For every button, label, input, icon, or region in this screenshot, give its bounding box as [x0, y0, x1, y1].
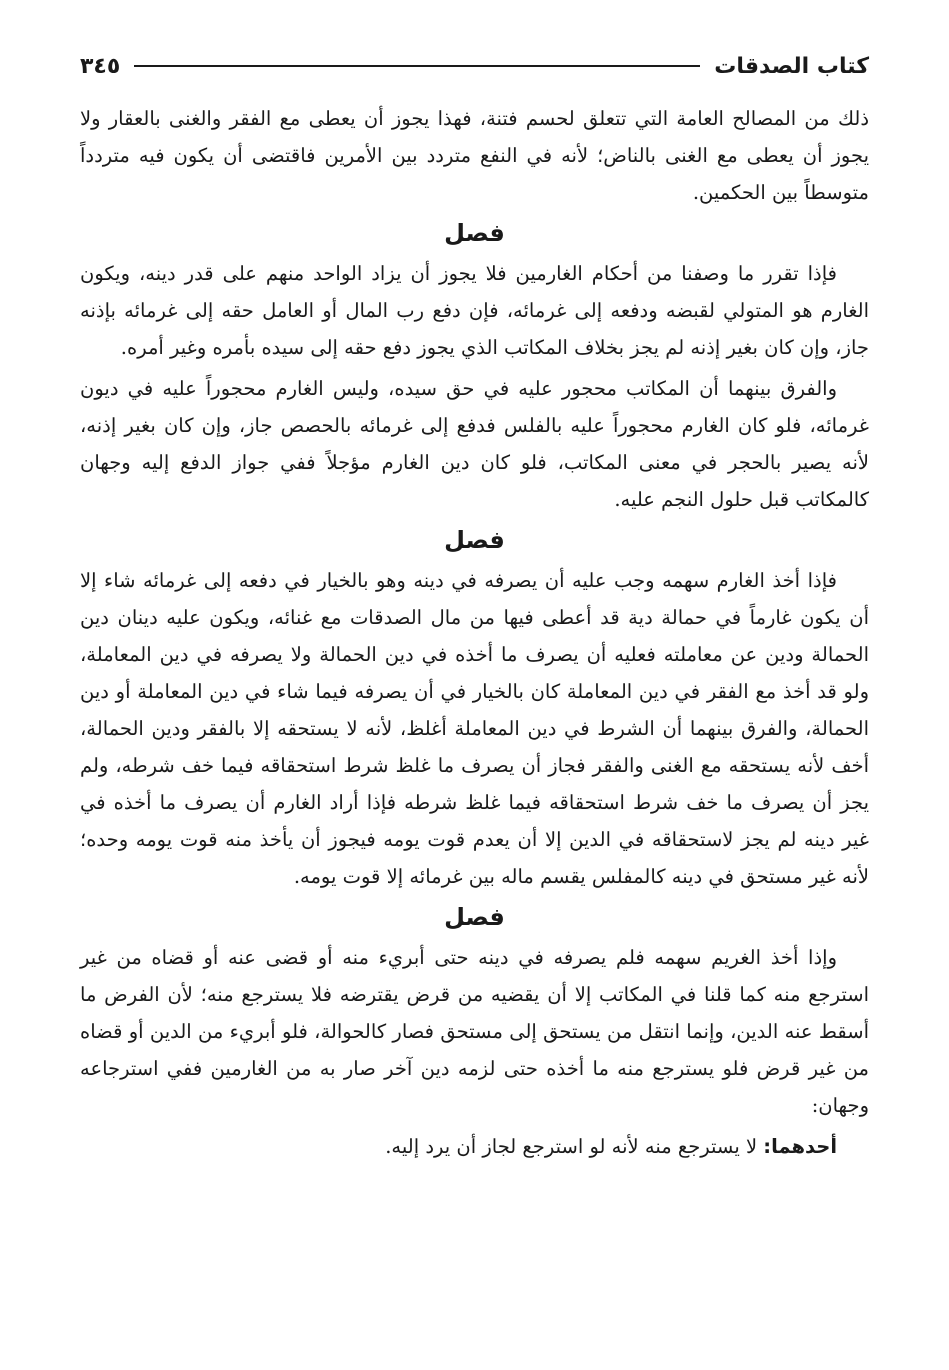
section-1-paragraph-1: فإذا تقرر ما وصفنا من أحكام الغارمين فلا يجوز أن يزاد الواحد منهم على قدر دينه، ويكون الغارم هو المتولي لقبضه ودفعه إلى غرمائه، فإن دفع رب المال أو العامل حقه إلى غرمائه بإذنه جاز، وإن كان بغير إذنه لم يجز بخلاف المكاتب الذي يجوز دفع حقه إلى سيده بأمره وغير أمره. [80, 262, 869, 359]
running-header [80, 44, 869, 88]
header-rule [134, 65, 700, 67]
section-1-paragraph-2: والفرق بينهما أن المكاتب محجور عليه في حق سيده، وليس الغارم محجوراً عليه في ديون غرمائه، فلو كان الغارم محجوراً عليه بالفلس فدفع إلى غرمائه بالحصص جاز، وإن كان بغير إذنه، لأنه يصير بالحجر في معنى المكاتب، فلو كان دين الغارم مؤجلاً ففي جواز الدفع إليه وجهان كالمكاتب قبل حلول النجم عليه. [80, 377, 869, 511]
page-number: ٣٤٥ [80, 53, 121, 79]
section-heading-3: فصل [444, 903, 505, 931]
first-view-term: أحدهما: [763, 1135, 837, 1158]
section-3-first-view [80, 1128, 869, 1165]
intro-paragraph: ذلك من المصالح العامة التي تتعلق لحسم فتنة، فهذا يجوز أن يعطى مع الفقر والغنى بالعقار ولا يجوز أن يعطى مع الغنى بالناض؛ لأنه في النفع متردد بين الأمرين فاقتضى أن يكون فيه متردداً متوسطاً بين الحكمين. [80, 107, 869, 204]
first-view-text: لا يسترجع منه لأنه لو استرجع لجاز أن يرد إليه. [385, 1135, 764, 1158]
section-3-paragraph-1: وإذا أخذ الغريم سهمه فلم يصرفه في دينه حتى أبريء منه أو قضى عنه أو قضاه من غير استرجع منه كما قلنا في المكاتب إلا أن يقضيه من قرض يقترضه فلا يسترجع منه؛ لأن الفرض ما أسقط عنه الدين، وإنما انتقل من يستحق إلى مستحق فصار كالحوالة، فلو أبريء من الدين أو قضاه من غير قرض فلو يسترجع منه ما أخذه حتى لزمه دين آخر صار به من الغارمين ففي استرجاعه وجهان: [80, 946, 869, 1117]
section-2-paragraph-1: فإذا أخذ الغارم سهمه وجب عليه أن يصرفه في دينه وهو بالخيار في دفعه إلى غرمائه شاء إلا أن يكون غارماً في حمالة دية قد أعطى فيها من مال الصدقات مع غنائه، ويكون عليه دينان دين الحمالة ودين عن معاملته فعليه أن يصرف ما أخذه في دين الحمالة ولا يصرفه في دين المعاملة، ولو قد أخذ مع الفقر في دين المعاملة كان بالخيار في أن يصرفه فيما شاء في دين المعاملة أو دين الحمالة، والفرق بينهما أن الشرط في دين المعاملة أغلظ، لأنه لا يستحقه إلا بالفقر ودين الحمالة، أخف لأنه يستحقه مع الغنى والفقر فجاز أن يصرف ما غلظ شرط استحقاقه فيما خف شرطه، ولم يجز أن يصرف ما خف شرط استحقاقه فيما غلظ شرطه فإذا أراد الغارم أن يصرف ما أخذه في غير دينه لم يجز لاستحقاقه في الدين إلا أن يعدم قوت يومه فيجوز أن يأخذ منه قوت يومه وحده؛ لأنه غير مستحق في دينه كالمفلس يقسم ماله بين غرمائه إلا قوت يومه. [80, 569, 869, 888]
book-title: كتاب الصدقات [714, 53, 869, 79]
section-heading-1: فصل [444, 219, 505, 247]
section-heading-2: فصل [444, 526, 505, 554]
